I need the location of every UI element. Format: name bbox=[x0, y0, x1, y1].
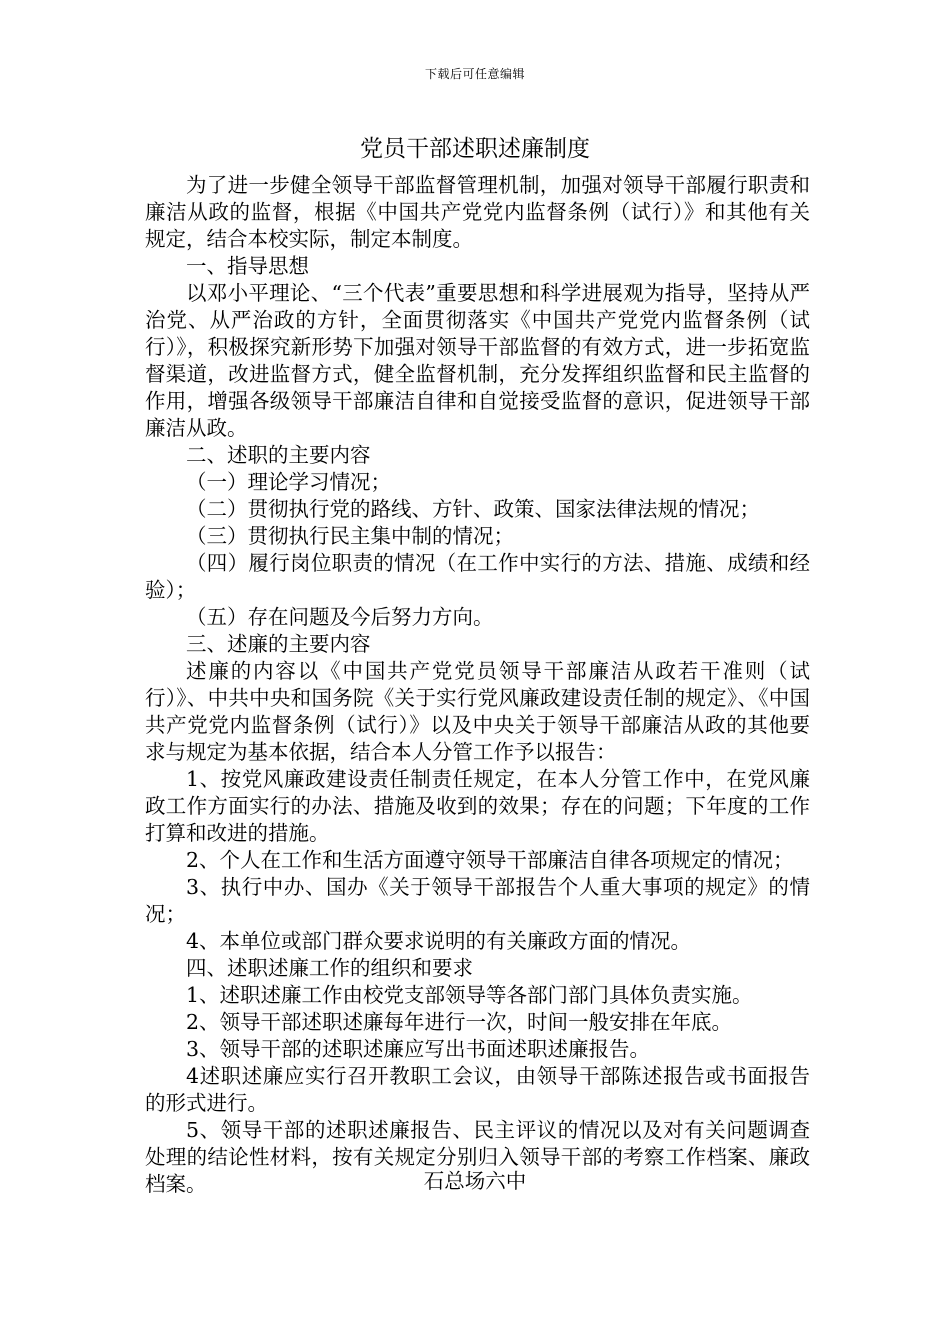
duty-item-2: （二）贯彻执行党的路线、方针、政策、国家法律法规的情况； bbox=[186, 497, 760, 521]
duty-item-5: （五）存在问题及今后努力方向。 bbox=[186, 605, 494, 629]
organization-item-5: 5、领导干部的述职述廉报告、民主评议的情况以及对有关问题调查处理的结论性材料，按有关规定分别归入领导干部的考察工作档案、廉政档案。 bbox=[145, 1118, 810, 1196]
intro-paragraph: 为了进一步健全领导干部监督管理机制，加强对领导干部履行职责和廉洁从政的监督，根据《中国共产党党内监督条例（试行）》和其他有关规定，结合本校实际，制定本制度。 bbox=[145, 173, 810, 251]
signature-school: 石总场六中 bbox=[423, 1169, 527, 1193]
integrity-item-3: 3、执行中办、国办《关于领导干部报告个人重大事项的规定》的情况； bbox=[145, 875, 810, 926]
integrity-item-1: 1、按党风廉政建设责任制责任规定，在本人分管工作中，在党风廉政工作方面实行的办法、措施及收到的效果；存在的问题；下年度的工作打算和改进的措施。 bbox=[145, 767, 810, 845]
section-heading-organization: 四、述职述廉工作的组织和要求 bbox=[186, 956, 473, 980]
duty-item-1: （一）理论学习情况； bbox=[186, 470, 391, 494]
duty-item-4: （四）履行岗位职责的情况（在工作中实行的方法、措施、成绩和经验）； bbox=[145, 551, 810, 602]
organization-item-2: 2、领导干部述职述廉每年进行一次，时间一般安排在年底。 bbox=[186, 1010, 733, 1034]
section-heading-duty-report: 二、述职的主要内容 bbox=[186, 443, 371, 467]
guiding-thought-paragraph: 以邓小平理论、“三个代表”重要思想和科学进展观为指导，坚持从严治党、从严治政的方针，全面贯彻落实《中国共产党党内监督条例（试行）》，积极探究新形势下加强对领导干部监督的有效方式，进一步拓宽监督渠道，改进监督方式，健全监督机制，充分发挥组织监督和民主监督的作用，增强各级领导干部廉洁自律和自觉接受监督的意识，促进领导干部廉洁从政。 bbox=[145, 281, 810, 440]
section-heading-integrity-report: 三、述廉的主要内容 bbox=[186, 632, 371, 656]
document-title: 党员干部述职述廉制度 bbox=[360, 136, 590, 162]
organization-item-4: 4述职述廉应实行召开教职工会议，由领导干部陈述报告或书面报告的形式进行。 bbox=[145, 1064, 810, 1115]
integrity-basis-paragraph: 述廉的内容以《中国共产党党员领导干部廉洁从政若干准则（试行）》、中共中央和国务院《关于实行党风廉政建设责任制的规定》、《中国共产党党内监督条例（试行）》以及中央关于领导干部廉洁从政的其他要求与规定为基本依据，结合本人分管工作予以报告： bbox=[145, 659, 810, 764]
integrity-item-2: 2、个人在工作和生活方面遵守领导干部廉洁自律各项规定的情况； bbox=[186, 848, 794, 872]
section-heading-guiding-thought: 一、指导思想 bbox=[186, 254, 309, 278]
integrity-item-4: 4、本单位或部门群众要求说明的有关廉政方面的情况。 bbox=[186, 929, 692, 953]
duty-item-3: （三）贯彻执行民主集中制的情况； bbox=[186, 524, 514, 548]
header-note: 下载后可任意编辑 bbox=[424, 67, 525, 81]
organization-item-3: 3、领导干部的述职述廉应写出书面述职述廉报告。 bbox=[186, 1037, 651, 1061]
document-body bbox=[145, 172, 810, 1198]
organization-item-1: 1、述职述廉工作由校党支部领导等各部门部门具体负责实施。 bbox=[186, 983, 753, 1007]
